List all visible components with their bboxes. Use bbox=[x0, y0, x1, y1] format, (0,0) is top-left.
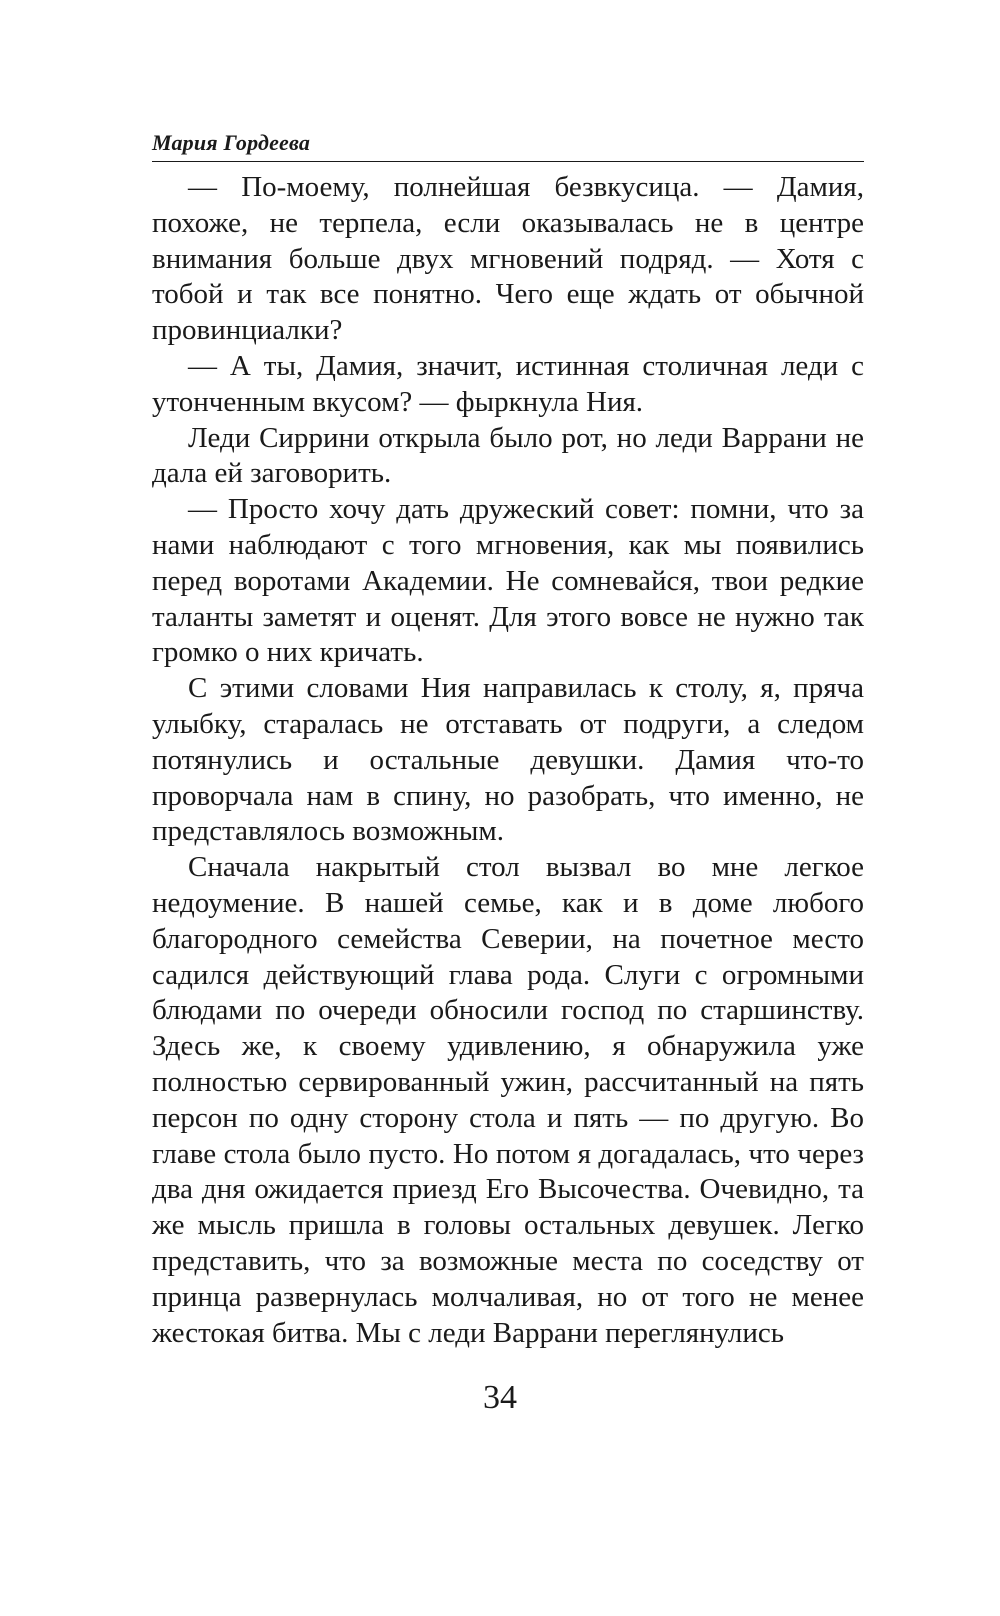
paragraph: С этими словами Ния направилась к столу, я, пряча улыбку, старалась не отставать от подруги, а следом потянулись и остальные девушки. Дамия что-то проворчала нам в спину, но разобрать, что именно, не представлялось возможным. bbox=[152, 672, 864, 848]
paragraph: — По-моему, полнейшая безвкусица. — Дамия, похоже, не терпела, если оказывалась не в центре внимания больше двух мгновений подряд. — Хотя с тобой и так все понятно. Чего еще ждать от обычной провинциалки? bbox=[152, 171, 864, 347]
page-number: 34 bbox=[483, 1379, 517, 1416]
running-head: Мария Гордеева bbox=[152, 128, 864, 162]
paragraph: Сначала накрытый стол вызвал во мне легкое недоумение. В нашей семье, как и в доме любого благородного семейства Северии, на почетное место садился действующий глава рода. Слуги с огромными блюдами по очереди обносили господ по старшинству. Здесь же, к своему удивлению, я обнаружила уже полностью сервированный ужин, рассчитанный на пять персон по одну сторону стола и пять — по другую. Во главе стола было пусто. Но потом я догадалась, что через два дня ожидается приезд Его Высочества. Очевидно, та же мысль пришла в головы остальных девушек. Легко представить, что за возможные места по соседству от принца развернулась молчаливая, но от того не менее жестокая битва. Мы с леди Варрани переглянулись bbox=[152, 851, 864, 1349]
paragraph: — Просто хочу дать дружеский совет: помни, что за нами наблюдают с того мгновения, как мы появились перед воротами Академии. Не сомневайся, твои редкие таланты заметят и оценят. Для этого вовсе не нужно так громко о них кричать. bbox=[152, 493, 864, 669]
paragraph: — А ты, Дамия, значит, истинная столичная леди с утонченным вкусом? — фыркнула Ния. bbox=[152, 349, 864, 418]
paragraph: Леди Сиррини открыла было рот, но леди Варрани не дала ей заговорить. bbox=[152, 421, 864, 490]
page-body bbox=[152, 128, 864, 1351]
text-block bbox=[152, 170, 864, 1351]
